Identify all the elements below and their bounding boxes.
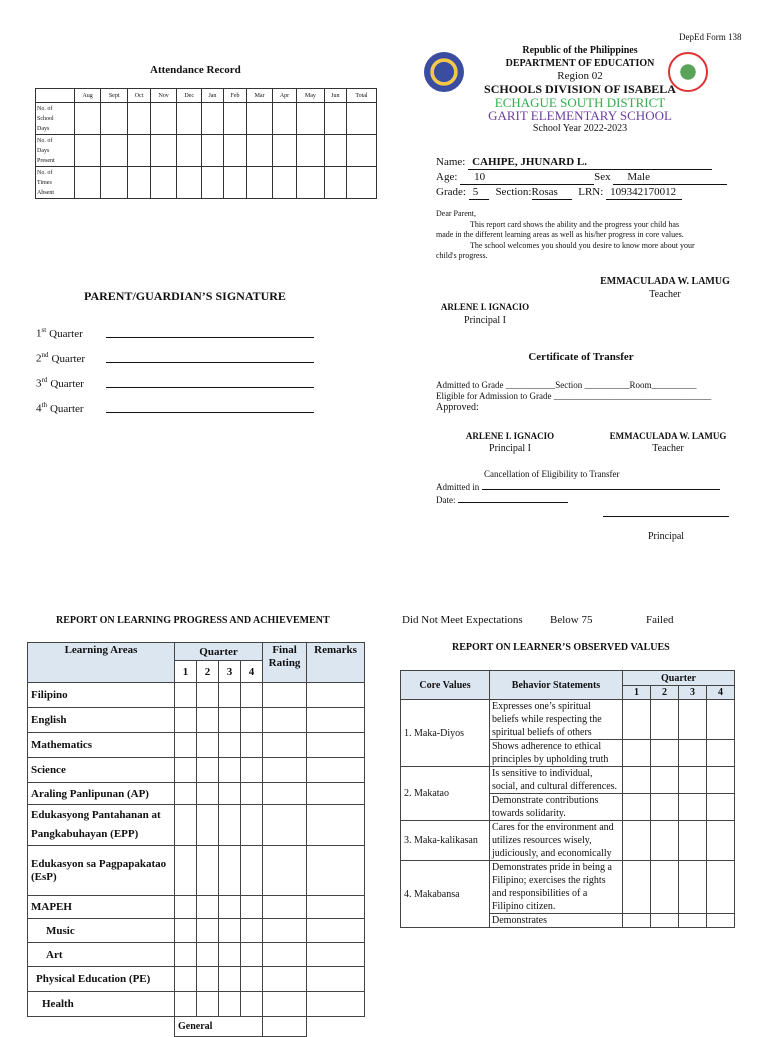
quarter-ordinal: nd	[41, 351, 49, 359]
learning-cell	[197, 805, 219, 846]
attendance-row-label-line: Times	[37, 179, 52, 186]
attendance-cell	[324, 103, 346, 135]
quarter-ordinal: th	[41, 401, 47, 409]
attendance-row-label-line: No. of	[37, 169, 53, 176]
lp-header-final: Final Rating	[263, 643, 307, 683]
learning-cell	[219, 943, 241, 967]
learning-cell	[241, 919, 263, 943]
learning-area: Science	[28, 758, 175, 783]
value-cell	[707, 700, 735, 740]
attendance-cell	[247, 135, 273, 167]
lp-general: General	[175, 1017, 263, 1037]
quarter-word: Quarter	[49, 327, 83, 340]
attendance-month: Mar	[247, 89, 273, 103]
learning-cell	[219, 758, 241, 783]
value-cell	[623, 821, 651, 861]
learning-cell	[263, 805, 307, 846]
learning-cell	[307, 943, 365, 967]
learning-cell	[197, 758, 219, 783]
learning-cell	[219, 919, 241, 943]
attendance-cell	[272, 103, 296, 135]
learning-cell	[263, 758, 307, 783]
learning-cell	[175, 846, 197, 896]
value-cell	[651, 821, 679, 861]
cancel-admitted-label: Admitted in	[436, 482, 480, 492]
attendance-row-label-line: No. of	[37, 105, 53, 112]
value-cell	[679, 794, 707, 821]
value-cell	[707, 914, 735, 928]
letter-line4: child's progress.	[436, 251, 488, 260]
learning-area: Art	[28, 943, 175, 967]
learning-cell	[175, 967, 197, 992]
learning-area: Mathematics	[28, 733, 175, 758]
value-cell	[623, 700, 651, 740]
behavior-statement: Cares for the environment and utilizes resources wisely, judiciously, and economically	[490, 821, 623, 861]
lp-q2: 2	[197, 661, 219, 683]
learning-area: Filipino	[28, 683, 175, 708]
attendance-cell	[346, 167, 376, 199]
letter-greeting: Dear Parent,	[436, 209, 476, 218]
learning-cell	[307, 708, 365, 733]
value-cell	[651, 740, 679, 767]
values-title: REPORT ON LEARNER’S OBSERVED VALUES	[452, 642, 670, 653]
learning-cell	[307, 967, 365, 992]
behavior-statement: Demonstrates pride in being a Filipino; exercises the rights and responsibilities of a Filipino citizen.	[490, 861, 623, 914]
learning-cell	[241, 733, 263, 758]
learning-cell	[241, 992, 263, 1017]
learning-cell	[263, 783, 307, 805]
attendance-cell	[202, 103, 224, 135]
value-cell	[651, 914, 679, 928]
header-region: Region 02	[557, 70, 603, 82]
learning-cell	[263, 708, 307, 733]
attendance-month: May	[297, 89, 325, 103]
learning-cell	[241, 805, 263, 846]
age-label: Age:	[436, 171, 458, 183]
learning-cell	[307, 919, 365, 943]
learning-cell	[263, 919, 307, 943]
attendance-row-label-line: School	[37, 115, 54, 122]
learning-cell	[197, 683, 219, 708]
attendance-cell	[223, 135, 247, 167]
value-cell	[679, 700, 707, 740]
lp-header-remarks: Remarks	[307, 643, 365, 683]
value-cell	[679, 767, 707, 794]
learning-cell	[307, 846, 365, 896]
attendance-cell	[202, 167, 224, 199]
student-lrn: 109342170012	[606, 185, 682, 200]
learning-cell	[263, 733, 307, 758]
attendance-month: Nov	[151, 89, 177, 103]
learning-table	[27, 642, 365, 1037]
value-cell	[651, 794, 679, 821]
learning-cell	[175, 783, 197, 805]
learning-cell	[241, 896, 263, 919]
learning-cell	[241, 783, 263, 805]
attendance-cell	[324, 135, 346, 167]
learning-cell	[175, 708, 197, 733]
learning-cell	[263, 967, 307, 992]
attendance-cell	[297, 167, 325, 199]
attendance-cell	[128, 135, 151, 167]
cancel-principal: Principal	[647, 531, 685, 542]
attendance-cell	[177, 135, 202, 167]
lp-header-areas: Learning Areas	[28, 643, 175, 683]
learning-area: MAPEH	[28, 896, 175, 919]
learning-cell	[219, 992, 241, 1017]
attendance-cell	[75, 135, 101, 167]
learning-cell	[263, 846, 307, 896]
grade-label: Grade:	[436, 186, 466, 198]
student-name: CAHIPE, JHUNARD L.	[468, 155, 712, 170]
quarter-word: Quarter	[49, 402, 84, 415]
signature-line	[106, 387, 314, 388]
attendance-cell	[223, 167, 247, 199]
value-cell	[651, 700, 679, 740]
sex-label: Sex	[594, 171, 611, 183]
attendance-cell	[151, 103, 177, 135]
learning-area: English	[28, 708, 175, 733]
ov-q4: 4	[707, 686, 735, 700]
learning-cell	[197, 943, 219, 967]
value-cell	[623, 767, 651, 794]
ov-q1: 1	[623, 686, 651, 700]
ov-q2: 2	[651, 686, 679, 700]
attendance-table	[35, 88, 377, 199]
behavior-statement: Shows adherence to ethical principles by upholding truth	[490, 740, 623, 767]
name-label: Name:	[436, 156, 466, 168]
student-section: Rosas	[532, 185, 572, 200]
learning-cell	[307, 683, 365, 708]
attendance-month: Total	[346, 89, 376, 103]
transfer-approved: Approved:	[436, 402, 479, 413]
core-value: 1. Maka-Diyos	[401, 700, 490, 767]
attendance-cell	[272, 167, 296, 199]
signature-line	[106, 362, 314, 363]
legend-scale: Below 75	[550, 614, 593, 626]
header-school-year: School Year 2022-2023	[532, 123, 628, 134]
header-district: ECHAGUE SOUTH DISTRICT	[494, 95, 666, 110]
ov-header-quarter: Quarter	[623, 671, 735, 686]
quarter-number: 1	[36, 327, 42, 340]
learning-cell	[241, 758, 263, 783]
learning-cell	[219, 783, 241, 805]
attendance-cell	[247, 103, 273, 135]
attendance-cell	[128, 103, 151, 135]
value-cell	[623, 740, 651, 767]
learning-cell	[307, 783, 365, 805]
learning-cell	[219, 967, 241, 992]
parent-signature-row	[36, 351, 336, 376]
attendance-cell	[324, 167, 346, 199]
learning-cell	[175, 896, 197, 919]
values-table	[400, 670, 735, 928]
attendance-row-label	[36, 103, 75, 135]
section-label: Section:	[495, 186, 532, 198]
learning-cell	[307, 992, 365, 1017]
attendance-cell	[101, 103, 128, 135]
transfer-principal-title: Principal I	[489, 443, 531, 454]
learning-cell	[307, 896, 365, 919]
attendance-cell	[346, 103, 376, 135]
cancel-date-label: Date:	[436, 495, 456, 505]
learning-cell	[241, 683, 263, 708]
attendance-cell	[297, 135, 325, 167]
attendance-cell	[151, 135, 177, 167]
behavior-statement: Expresses one’s spiritual beliefs while respecting the spiritual beliefs of others	[490, 700, 623, 740]
principal-title: Principal I	[464, 315, 506, 326]
value-cell	[707, 767, 735, 794]
header-school: GARIT ELEMENTARY SCHOOL	[488, 108, 672, 123]
behavior-statement: Is sensitive to individual, social, and cultural differences.	[490, 767, 623, 794]
student-age: 10	[460, 170, 594, 185]
value-cell	[623, 861, 651, 914]
ov-header-core: Core Values	[401, 671, 490, 700]
quarter-number: 3	[36, 377, 42, 390]
learning-cell	[219, 846, 241, 896]
attendance-cell	[272, 135, 296, 167]
quarter-word: Quarter	[51, 352, 86, 365]
learning-cell	[197, 896, 219, 919]
letter-line1: This report card shows the ability and the progress your child has	[470, 219, 680, 229]
value-cell	[623, 914, 651, 928]
attendance-row-label-line: No. of	[37, 137, 53, 144]
value-cell	[651, 767, 679, 794]
attendance-row-label-line: Days	[37, 147, 50, 154]
signature-line	[106, 337, 314, 338]
attendance-cell	[75, 103, 101, 135]
letter-line2: made in the different learning areas as well as his/her progress in core values.	[436, 230, 684, 239]
header-dept: DEPARTMENT OF EDUCATION	[505, 58, 655, 69]
attendance-cell	[297, 103, 325, 135]
attendance-row-label-line: Days	[37, 125, 50, 132]
learning-area: Music	[28, 919, 175, 943]
header-division: SCHOOLS DIVISION OF ISABELA	[484, 82, 676, 96]
learning-cell	[263, 943, 307, 967]
quarter-ordinal: st	[41, 326, 47, 334]
learning-cell	[175, 805, 197, 846]
transfer-title: Certificate of Transfer	[528, 351, 634, 363]
attendance-cell	[346, 135, 376, 167]
lrn-label: LRN:	[578, 186, 604, 198]
learning-cell	[197, 846, 219, 896]
learning-cell	[197, 783, 219, 805]
attendance-cell	[101, 167, 128, 199]
principal-name: ARLENE I. IGNACIO	[440, 302, 530, 312]
learning-cell	[197, 967, 219, 992]
attendance-title: Attendance Record	[150, 64, 241, 76]
lp-q3: 3	[219, 661, 241, 683]
attendance-month: Jun	[324, 89, 346, 103]
learning-area: Health	[28, 992, 175, 1017]
attendance-month: Dec	[177, 89, 202, 103]
value-cell	[679, 740, 707, 767]
learning-cell	[175, 683, 197, 708]
attendance-month: Aug	[75, 89, 101, 103]
lp-header-quarter: Quarter	[175, 643, 263, 661]
teacher-name: EMMACULADA W. LAMUG	[600, 276, 730, 287]
legend-remarks: Failed	[646, 614, 674, 626]
learning-cell	[175, 943, 197, 967]
value-cell	[679, 821, 707, 861]
attendance-cell	[223, 103, 247, 135]
student-grade: 5	[469, 185, 489, 200]
transfer-eligible: Eligible for Admission to Grade ___________________________________	[436, 391, 712, 401]
transfer-admitted: Admitted to Grade ___________Section __________Room__________	[436, 380, 697, 390]
behavior-statement: Demonstrate contributions towards solidarity.	[490, 794, 623, 821]
learning-cell	[263, 992, 307, 1017]
learning-cell	[307, 758, 365, 783]
attendance-cell	[151, 167, 177, 199]
attendance-cell	[177, 103, 202, 135]
attendance-month: Apr	[272, 89, 296, 103]
attendance-month: Feb	[223, 89, 247, 103]
attendance-cell	[128, 167, 151, 199]
learning-cell	[175, 919, 197, 943]
signature-line	[106, 412, 314, 413]
quarter-word: Quarter	[50, 377, 84, 390]
learning-cell	[175, 733, 197, 758]
core-value: 4. Makabansa	[401, 861, 490, 928]
quarter-number: 4	[36, 402, 42, 415]
ov-header-behavior: Behavior Statements	[490, 671, 623, 700]
ov-q3: 3	[679, 686, 707, 700]
attendance-cell	[177, 167, 202, 199]
legend-descriptor: Did Not Meet Expectations	[402, 614, 523, 626]
core-value: 3. Maka-kalikasan	[401, 821, 490, 861]
learning-cell	[219, 805, 241, 846]
value-cell	[707, 740, 735, 767]
learning-cell	[307, 733, 365, 758]
quarter-ordinal: rd	[41, 376, 48, 384]
attendance-cell	[101, 135, 128, 167]
attendance-cell	[247, 167, 273, 199]
value-cell	[679, 914, 707, 928]
parent-signature-row	[36, 326, 336, 351]
parent-signature-title: PARENT/GUARDIAN’S SIGNATURE	[84, 289, 286, 303]
learning-cell	[175, 758, 197, 783]
header-republic: Republic of the Philippines	[522, 45, 638, 56]
attendance-cell	[202, 135, 224, 167]
transfer-teacher-title: Teacher	[652, 443, 684, 454]
parent-signature-row	[36, 401, 336, 426]
lp-q1: 1	[175, 661, 197, 683]
attendance-corner	[36, 89, 75, 103]
learning-cell	[307, 805, 365, 846]
attendance-month: Oct	[128, 89, 151, 103]
learning-cell	[241, 967, 263, 992]
parent-signature-row	[36, 376, 336, 401]
student-sex: Male	[613, 170, 727, 185]
learning-cell	[197, 733, 219, 758]
teacher-title: Teacher	[649, 289, 681, 300]
form-label: DepEd Form 138	[679, 32, 742, 42]
transfer-principal-name: ARLENE I. IGNACIO	[465, 431, 555, 441]
attendance-row-label-line: Absent	[37, 189, 54, 196]
transfer-teacher-name: EMMACULADA W. LAMUG	[609, 431, 727, 441]
learning-area: Edukasyon sa Pagpapakatao (EsP)	[28, 846, 175, 896]
learning-cell	[175, 992, 197, 1017]
cancel-title: Cancellation of Eligibility to Transfer	[484, 469, 620, 479]
quarter-number: 2	[36, 352, 42, 365]
learning-cell	[263, 896, 307, 919]
learning-cell	[219, 708, 241, 733]
learning-cell	[197, 919, 219, 943]
learning-cell	[197, 992, 219, 1017]
attendance-month: Sept	[101, 89, 128, 103]
learning-area: Edukasyong Pantahanan at Pangkabuhayan (EPP)	[28, 805, 175, 846]
value-cell	[707, 794, 735, 821]
learning-cell	[219, 683, 241, 708]
learning-title: REPORT ON LEARNING PROGRESS AND ACHIEVEMENT	[56, 615, 330, 626]
value-cell	[707, 861, 735, 914]
attendance-row-label	[36, 167, 75, 199]
value-cell	[651, 861, 679, 914]
attendance-cell	[75, 167, 101, 199]
learning-cell	[219, 896, 241, 919]
value-cell	[679, 861, 707, 914]
attendance-row-label-line: Present	[37, 157, 55, 164]
learning-area: Physical Education (PE)	[28, 967, 175, 992]
value-cell	[623, 794, 651, 821]
learning-cell	[197, 708, 219, 733]
core-value: 2. Makatao	[401, 767, 490, 821]
value-cell	[707, 821, 735, 861]
learning-cell	[241, 943, 263, 967]
letter-line3: The school welcomes you should you desire to know more about your	[470, 240, 695, 250]
learning-area: Araling Panlipunan (AP)	[28, 783, 175, 805]
learning-cell	[263, 683, 307, 708]
learning-cell	[241, 708, 263, 733]
attendance-month: Jan	[202, 89, 224, 103]
behavior-statement: Demonstrates	[490, 914, 623, 928]
lp-q4: 4	[241, 661, 263, 683]
learning-cell	[241, 846, 263, 896]
learning-cell	[219, 733, 241, 758]
attendance-row-label	[36, 135, 75, 167]
